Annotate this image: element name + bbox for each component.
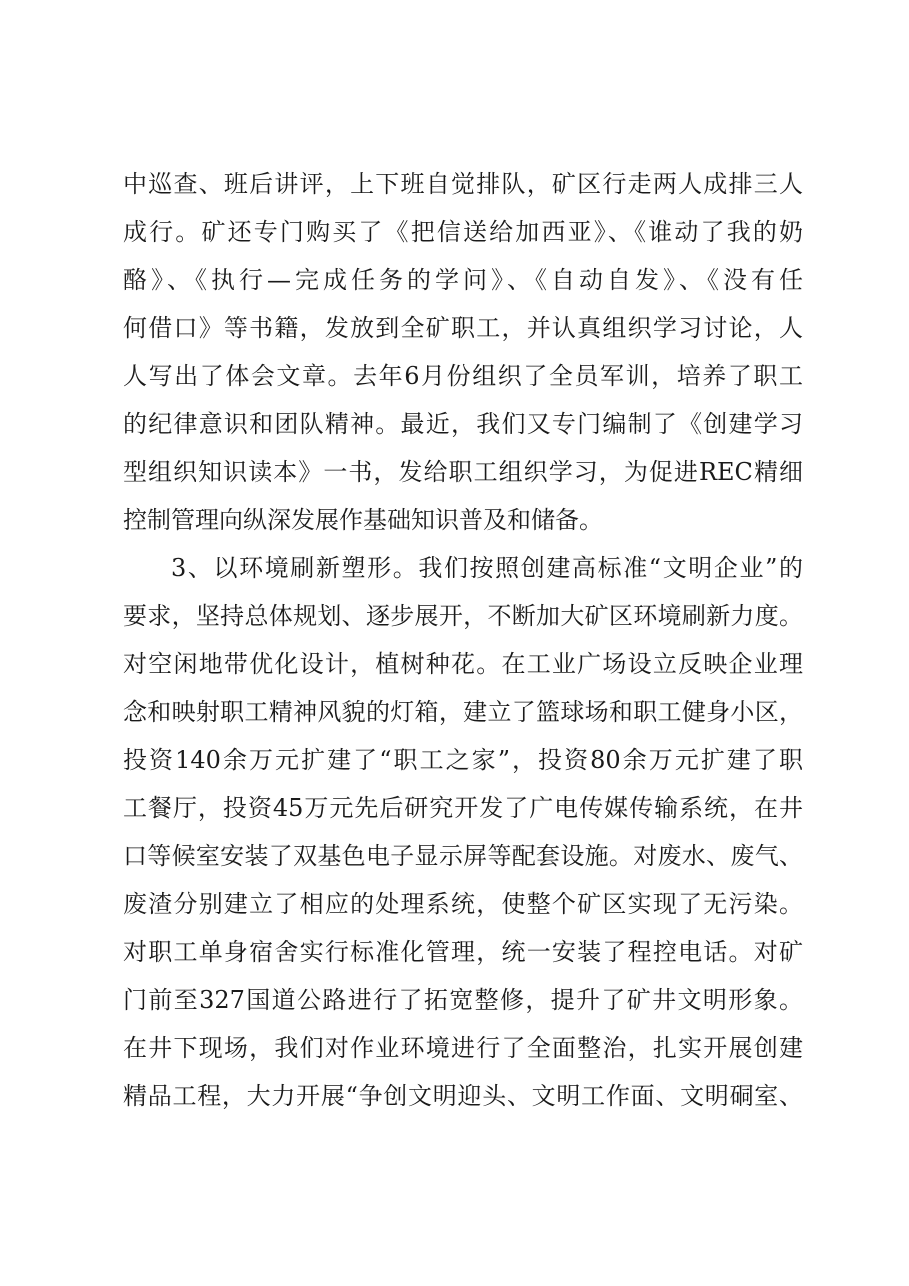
document-body bbox=[123, 160, 803, 1120]
text-line: 工餐厅，投资45万元先后研究开发了广电传媒传输系统，在井 bbox=[123, 794, 803, 822]
text-line: 酪》、《执行—完成任务的学问》、《自动自发》、《没有任 bbox=[123, 266, 803, 294]
text-line: 精品工程，大力开展“争创文明迎头、文明工作面、文明硐室、 bbox=[123, 1082, 803, 1110]
text-line: 何借口》等书籍，发放到全矿职工，并认真组织学习讨论，人 bbox=[123, 314, 803, 342]
text-line: 型组织知识读本》一书，发给职工组织学习，为促进REC精细 bbox=[123, 458, 803, 486]
text-line: 中巡查、班后讲评，上下班自觉排队，矿区行走两人成排三人 bbox=[123, 170, 803, 198]
text-line: 的纪律意识和团队精神。最近，我们又专门编制了《创建学习 bbox=[123, 410, 803, 438]
text-line: 念和映射职工精神风貌的灯箱，建立了篮球场和职工健身小区， bbox=[123, 698, 803, 726]
text-line: 成行。矿还专门购买了《把信送给加西亚》、《谁动了我的奶 bbox=[123, 218, 803, 246]
text-line: 人写出了体会文章。去年6月份组织了全员军训，培养了职工 bbox=[123, 362, 803, 390]
text-line: 控制管理向纵深发展作基础知识普及和储备。 bbox=[123, 506, 603, 534]
text-line: 口等候室安装了双基色电子显示屏等配套设施。对废水、废气、 bbox=[123, 842, 803, 870]
text-line: 对职工单身宿舍实行标准化管理，统一安装了程控电话。对矿 bbox=[123, 938, 803, 966]
text-line: 要求，坚持总体规划、逐步展开，不断加大矿区环境刷新力度。 bbox=[123, 602, 803, 630]
paragraph-start-line: 3、以环境刷新塑形。我们按照创建高标准“文明企业”的 bbox=[171, 554, 803, 582]
text-line: 对空闲地带优化设计，植树种花。在工业广场设立反映企业理 bbox=[123, 650, 803, 678]
text-line: 废渣分别建立了相应的处理系统，使整个矿区实现了无污染。 bbox=[123, 890, 803, 918]
text-line: 投资140余万元扩建了“职工之家”，投资80余万元扩建了职 bbox=[123, 746, 803, 774]
text-line: 在井下现场，我们对作业环境进行了全面整治，扎实开展创建 bbox=[123, 1034, 803, 1062]
text-line: 门前至327国道公路进行了拓宽整修，提升了矿井文明形象。 bbox=[123, 986, 803, 1014]
